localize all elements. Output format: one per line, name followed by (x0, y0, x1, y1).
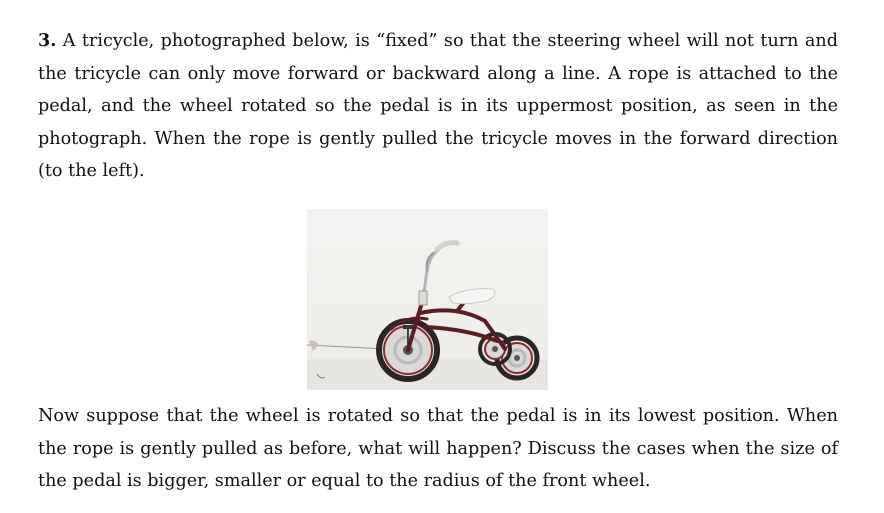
seat (449, 289, 495, 304)
followup-question: Now suppose that the wheel is rotated so that the pedal is in its lowest position. When the rope is gently pulled as before, what will happen? Discuss the cases when the size of the pedal is bigger, smaller or equal to the radius of the front wheel. (38, 406, 838, 491)
hand (309, 341, 319, 352)
problem-intro-text: A tricycle, photographed below, is “fixed” so that the steering wheel will not turn and the tricycle can only move forward or backward along a line. A rope is attached to the pedal, and the wheel rotated so the pedal is in its uppermost position, as seen in the photograph. When the rope is gently pulled the tricycle moves in the forward direction (to the left). (38, 31, 838, 181)
tricycle-photo (307, 209, 548, 390)
problem-statement (38, 25, 838, 188)
problem-number: 3. (38, 30, 57, 51)
